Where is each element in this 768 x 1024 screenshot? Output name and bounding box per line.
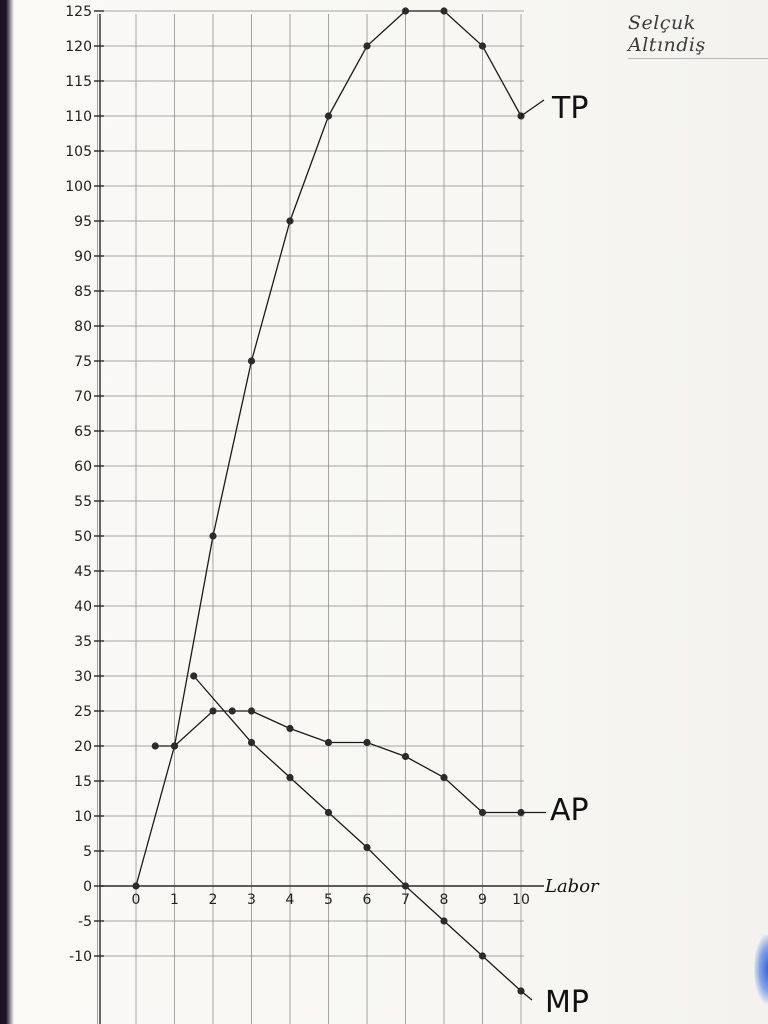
- data-point-ap: [440, 774, 447, 781]
- y-tick-label: 110: [65, 109, 92, 125]
- data-point-mp: [248, 739, 255, 746]
- x-tick-label: 8: [439, 892, 449, 908]
- y-tick-label: -10: [69, 949, 92, 965]
- x-tick-label: 10: [512, 892, 530, 908]
- y-tick-label: 70: [74, 389, 92, 405]
- data-point-ap: [152, 742, 159, 749]
- y-tick-label: 45: [74, 564, 92, 580]
- data-point-ap: [363, 739, 370, 746]
- tick-labels: [65, 0, 530, 965]
- x-tick-label: 0: [131, 892, 141, 908]
- y-tick-label: 60: [74, 459, 92, 475]
- y-tick-label: 105: [65, 144, 92, 160]
- y-tick-label: 30: [74, 669, 92, 685]
- data-point-mp: [440, 917, 447, 924]
- data-point-ap: [325, 739, 332, 746]
- series-line-mp: [194, 676, 521, 991]
- x-axis-label: Labor: [545, 876, 599, 897]
- data-point-tp: [363, 42, 370, 49]
- data-point-ap: [248, 707, 255, 714]
- y-tick-label: 55: [74, 494, 92, 510]
- y-tick-label: 15: [74, 774, 92, 790]
- data-point-ap: [479, 809, 486, 816]
- x-tick-label: 9: [478, 892, 487, 908]
- y-tick-label: 95: [74, 214, 92, 230]
- axes: [100, 14, 544, 1024]
- y-tick-label: 25: [74, 704, 92, 720]
- x-tick-label: 6: [362, 892, 372, 908]
- data-point-mp: [402, 882, 409, 889]
- data-point-mp: [363, 844, 370, 851]
- data-point-ap: [229, 707, 236, 714]
- x-tick-label: 1: [170, 892, 179, 908]
- y-tick-label: -5: [78, 914, 92, 930]
- data-point-ap: [209, 707, 216, 714]
- x-tick-label: 3: [247, 892, 256, 908]
- data-point-tp: [440, 7, 447, 14]
- data-point-tp: [402, 7, 409, 14]
- x-tick-label: 5: [324, 892, 333, 908]
- data-point-ap: [171, 742, 178, 749]
- y-tick-label: 35: [74, 634, 92, 650]
- y-tick-label: 5: [83, 844, 92, 860]
- data-point-mp: [286, 774, 293, 781]
- data-point-ap: [402, 753, 409, 760]
- series-leader-tp: [521, 100, 544, 116]
- y-tick-label: 115: [65, 74, 92, 90]
- series-labels: [544, 91, 600, 1020]
- data-point-ap: [286, 725, 293, 732]
- y-tick-label: 125: [65, 4, 92, 20]
- x-tick-label: 7: [401, 892, 410, 908]
- y-tick-label: 65: [74, 424, 92, 440]
- data-point-mp: [479, 952, 486, 959]
- series-label-tp: TP: [552, 91, 589, 126]
- y-tick-label: 50: [74, 529, 92, 545]
- y-tick-label: 90: [74, 249, 92, 265]
- series-leader-mp: [521, 991, 532, 1000]
- y-tick-label: 120: [65, 39, 92, 55]
- data-point-tp: [209, 532, 216, 539]
- y-tick-label: 0: [83, 879, 92, 895]
- data-point-tp: [132, 882, 139, 889]
- y-tick-label: 85: [74, 284, 92, 300]
- y-tick-label: 80: [74, 319, 92, 335]
- data-point-tp: [479, 42, 486, 49]
- data-point-mp: [190, 672, 197, 679]
- x-tick-label: 2: [208, 892, 218, 908]
- data-point-tp: [248, 357, 255, 364]
- series-label-ap: AP: [550, 793, 589, 828]
- data-point-mp: [325, 809, 332, 816]
- y-tick-label: 40: [74, 599, 92, 615]
- data-point-tp: [286, 217, 293, 224]
- y-tick-label: 75: [74, 354, 92, 370]
- y-tick-label: 100: [65, 179, 92, 195]
- y-tick-label: 10: [74, 809, 92, 825]
- data-point-tp: [325, 112, 332, 119]
- series-line-ap: [155, 711, 521, 813]
- author-signature: Selçuk Altındiş: [628, 12, 768, 59]
- x-tick-label: 4: [285, 892, 295, 908]
- y-tick-label: 20: [74, 739, 92, 755]
- series-label-mp: MP: [545, 985, 589, 1020]
- grid: [98, 0, 525, 1024]
